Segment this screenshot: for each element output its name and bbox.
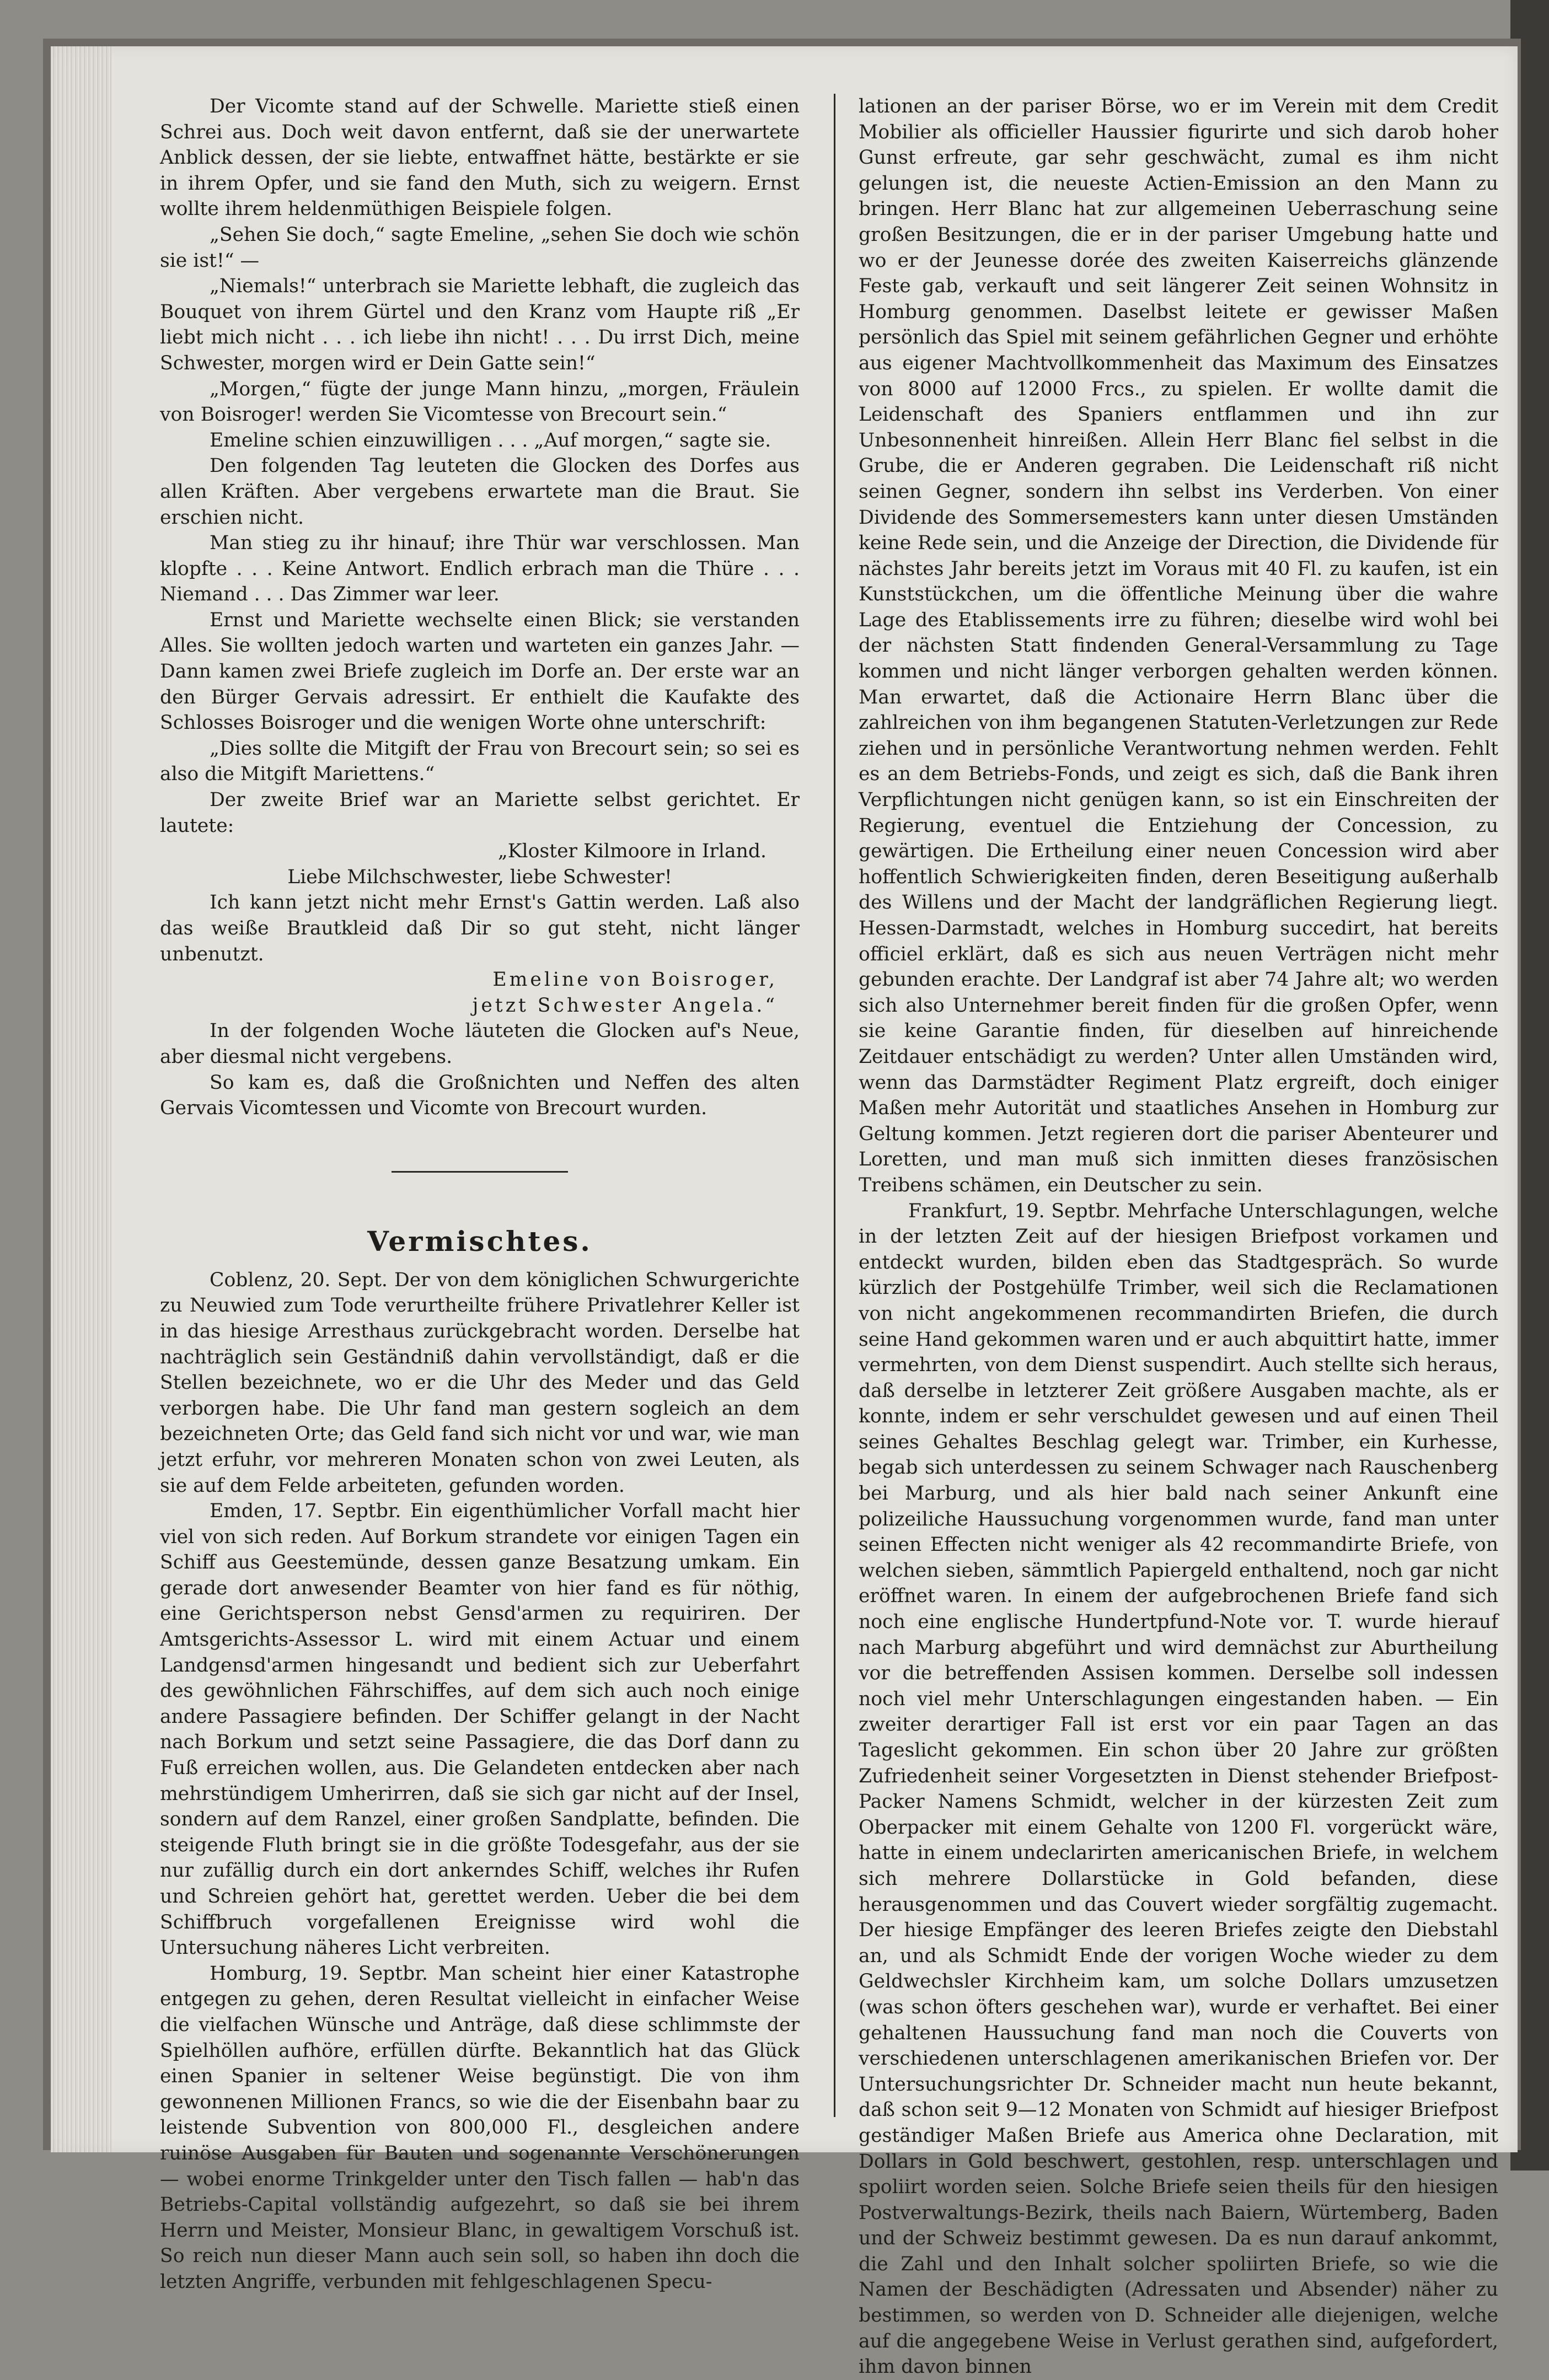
- story-paragraph: Den folgenden Tag leuteten die Glocken des Dorfes aus allen Kräften. Aber vergebens erwartete man die Braut. Sie erschien nicht.: [160, 455, 800, 529]
- story-paragraph: So kam es, daß die Großnichten und Neffen des alten Gervais Vicomtessen und Vicomte von Brecourt wurden.: [160, 1071, 800, 1120]
- story-paragraph: „Dies sollte die Mitgift der Frau von Brecourt sein; so sei es also die Mitgift Mariettens.“: [160, 737, 800, 786]
- story-paragraph: „Sehen Sie doch,“ sagte Emeline, „sehen Sie doch wie schön sie ist!“ —: [160, 223, 800, 272]
- column-divider: [834, 94, 835, 2117]
- section-heading: Vermischtes.: [367, 1224, 592, 1258]
- letter-salutation: Liebe Milchschwester, liebe Schwester!: [287, 866, 672, 888]
- letter-signature: jetzt Schwester Angela.“: [472, 994, 778, 1017]
- story-paragraph: „Niemals!“ unterbrach sie Mariette lebhaft, die zugleich das Bouquet von ihrem Gürtel und den Kranz vom Haupte riß „Er liebt mich nicht . . . ich liebe ihn nicht! . . . Du irrst Dich, meine Schwester, morgen wird er Dein Gatte sein!“: [160, 275, 800, 374]
- news-paragraph: Homburg, 19. Septbr. Man scheint hier einer Katastrophe entgegen zu gehen, deren Resultat vielleicht in einfacher Weise die vielfachen Wünsche und Anträge, daß diese schlimmste der Spielhöllen aufhöre, erfüllen dürfte. Bekanntlich hat das Glück einen Spanier in seltener Weise begünstigt. Die von ihm gewonnenen Millionen Francs, so wie die der Eisenbahn baar zu leistende Subvention von 800,000 Fl., desgleichen andere ruinöse Ausgaben für Bauten und sogenannte Verschönerungen — wobei enorme Trinkgelder unter den Tisch fallen — hab'n das Betriebs-Capital vollständig aufgezehrt, so daß sie bei ihrem Herrn und Meister, Monsieur Blanc, in gewaltigem Vorschuß ist. So reich nun dieser Mann auch sein soll, so haben ihn doch die letzten Angriffe, verbunden mit fehlgeschlagenen Specu-: [160, 1962, 800, 2293]
- story-paragraph: Man stieg zu ihr hinauf; ihre Thür war verschlossen. Man klopfte . . . Keine Antwort. Endlich erbrach man die Thüre . . . Niemand . . . Das Zimmer war leer.: [160, 532, 800, 606]
- news-paragraph: Emden, 17. Septbr. Ein eigenthümlicher Vorfall macht hier viel von sich reden. Auf Borkum strandete vor einigen Tagen ein Schiff aus Geestemünde, dessen ganze Besatzung umkam. Ein gerade dort anwesender Beamter von hier fand es für nöthig, eine Gerichtsperson nebst Gensd'armen zu requiriren. Der Amtsgerichts-Assessor L. wird mit einem Actuar und einem Landgensd'armen hingesandt und bedient sich zur Ueberfahrt des gewöhnlichen Fährschiffes, auf dem sich auch noch einige andere Passagiere befinden. Der Schiffer gelangt in der Nacht nach Borkum und setzt seine Passagiere, die das Dorf dann zu Fuß erreichen wollen, aus. Die Gelandeten entdecken aber nach mehrstündigem Umherirren, daß sie sich gar nicht auf der Insel, sondern auf dem Ranzel, einer großen Sandplatte, befinden. Die steigende Fluth bringt sie in die größte Todesgefahr, aus der sie nur zufällig durch ein dort ankerndes Schiff, welches ihr Rufen und Schreien gehört hat, gerettet werden. Ueber die bei dem Schiffbruch vorgefallenen Ereignisse wird wohl die Untersuchung näheres Licht verbreiten.: [160, 1500, 800, 1959]
- story-paragraph: „Morgen,“ fügte der junge Mann hinzu, „morgen, Fräulein von Boisroger! werden Sie Vicomtesse von Brecourt sein.“: [160, 378, 800, 426]
- letter-signature: Emeline von Boisroger,: [492, 969, 778, 991]
- section-divider-rule: [392, 1171, 568, 1173]
- page-stack-edges: [51, 46, 111, 2152]
- news-paragraph: Frankfurt, 19. Septbr. Mehrfache Unterschlagungen, welche in der letzten Zeit auf der hiesigen Briefpost vorkamen und entdeckt wurden, bilden eben das Stadtgespräch. So wurde kürzlich der Postgehülfe Trimber, weil sich die Reclamationen von nicht angekommenen recommandirten Briefen, die durch seine Hand gekommen waren und er auch abquittirt hatte, immer vermehrten, von dem Dienst suspendirt. Auch stellte sich heraus, daß derselbe in letzterer Zeit größere Ausgaben machte, als er konnte, indem er sehr verschuldet gewesen und auf einen Theil seines Gehaltes Beschlag gelegt war. Trimber, ein Kurhesse, begab sich unterdessen zu seinem Schwager nach Rauschenberg bei Marburg, und als hier bald nach seiner Ankunft eine polizeiliche Haussuchung vorgenommen wurde, fand man unter seinen Effecten nicht weniger als 42 recommandirte Briefe, von welchen sieben, sämmtlich Papiergeld enthaltend, noch gar nicht eröffnet waren. In einem der aufgebrochenen Briefe fand sich noch eine englische Hundertpfund-Note vor. T. wurde hierauf nach Marburg abgeführt und wird demnächst zur Aburtheilung vor die betreffenden Assisen kommen. Derselbe soll indessen noch viel mehr Unterschlagungen eingestanden haben. — Ein zweiter derartiger Fall ist erst vor ein paar Tagen an das Tageslicht gekommen. Ein schon über 20 Jahre zur größten Zufriedenheit seiner Vorgesetzten in Dienst stehender Briefpost-Packer Namens Schmidt, welcher in der kürzesten Zeit zum Oberpacker mit einem Gehalte von 1200 Fl. vorgerückt wäre, hatte in einem undeclarirten americanischen Briefe, in welchem sich mehrere Dollarstücke in Gold befanden, diese herausgenommen und das Couvert wieder sorgfältig zugemacht. Der hiesige Empfänger des leeren Briefes zeigte den Diebstahl an, und als Schmidt Ende der vorigen Woche wieder zu dem Geldwechsler Kirchheim kam, um solche Dollars umzusetzen (was schon öfters geschehen war), wurde er verhaftet. Bei einer gehaltenen Haussuchung fand man noch die Couverts von verschiedenen unterschlagenen amerikanischen Briefen vor. Der Untersuchungsrichter Dr. Schneider macht nun heute bekannt, daß schon seit 9—12 Monaten von Schmidt auf hiesiger Briefpost geständiger Maßen Briefe aus America ohne Declaration, mit Dollars in Gold beschwert, gestohlen, resp. unterschlagen und spoliirt worden seien. Solche Briefe seien theils für den hiesigen Postverwaltungs-Bezirk, theils nach Baiern, Würtemberg, Baden und der Schweiz bestimmt gewesen. Da es nun darauf ankommt, die Zahl und den Inhalt solcher spoliirten Briefe, so wie die Namen der Beschädigten (Adressaten und Absender) näher zu bestimmen, so werden von D. Schneider alle diejenigen, welche auf die angegebene Weise in Verlust gerathen sind, aufgefordert, ihm davon binnen: [859, 1200, 1498, 2378]
- story-paragraph: Der zweite Brief war an Mariette selbst gerichtet. Er lautete:: [160, 789, 800, 837]
- story-paragraph: Ernst und Mariette wechselte einen Blick; sie verstanden Alles. Sie wollten jedoch warten und warteten ein ganzes Jahr. — Dann kamen zwei Briefe zugleich im Dorfe an. Der erste war an den Bürger Gervais adressirt. Er enthielt die Kaufakte des Schlosses Boisroger und die wenigen Worte ohne unterschrift:: [160, 609, 800, 734]
- letter-body: Ich kann jetzt nicht mehr Ernst's Gattin werden. Laß also das weiße Brautkleid daß Dir so gut steht, nicht länger unbenutzt.: [160, 891, 800, 965]
- story-paragraph: Emeline schien einzuwilligen . . . „Auf morgen,“ sagte sie.: [210, 429, 771, 452]
- news-paragraph: lationen an der pariser Börse, wo er im Verein mit dem Credit Mobilier als officieller Haussier figurirte und sich darob hoher Gunst erfreute, gar sehr geschwächt, zumal es ihm nicht gelungen ist, die neueste Actien-Emission an den Mann zu bringen. Herr Blanc hat zur allgemeinen Ueberraschung seine großen Besitzungen, die er in der pariser Umgebung hatte und wo er der Jeunesse dorée des zweiten Kaiserreichs glänzende Feste gab, verkauft und seit längerer Zeit seinen Wohnsitz in Homburg genommen. Daselbst leitete er gewisser Maßen persönlich das Spiel mit seinem gefährlichen Gegner und erhöhte aus eigener Machtvollkommenheit das Maximum des Einsatzes von 8000 auf 12000 Frcs., zu spielen. Er wollte damit die Leidenschaft des Spaniers entflammen und ihn zur Unbesonnenheit hinreißen. Allein Herr Blanc fiel selbst in die Grube, die er Anderen gegraben. Die Leidenschaft riß nicht seinen Gegner, sondern ihn selbst ins Verderben. Von einer Dividende des Sommersemesters kann unter diesen Umständen keine Rede sein, und die Anzeige der Direction, die Dividende für nächstes Jahr bereits jetzt im Voraus mit 40 Fl. zu kaufen, ist ein Kunststückchen, um die öffentliche Meinung über die wahre Lage des Etablissements irre zu führen; dieselbe wird wohl bei der nächsten Statt findenden General-Versammlung zu Tage kommen und nicht länger verborgen gehalten werden können. Man erwartet, daß die Actionaire Herrn Blanc über die zahlreichen von ihm begangenen Statuten-Verletzungen zur Rede ziehen und in persönliche Verantwortung nehmen werden. Fehlt es an dem Betriebs-Fonds, und zeigt es sich, daß die Bank ihren Verpflichtungen nicht genügen kann, so ist ein Einschreiten der Regierung, eventuel die Entziehung der Concession, zu gewärtigen. Die Ertheilung einer neuen Concession wird aber hoffentlich Schwierigkeiten finden, deren Beseitigung außerhalb des Willens und der Macht der landgräflichen Regierung liegt. Hessen-Darmstadt, welches in Homburg succedirt, hat bereits officiel erklärt, daß es sich aus neuen Verträgen nicht mehr gebunden erachte. Der Landgraf ist aber 74 Jahre alt; wo werden sich also Unternehmer bereit finden für die großen Opfer, wenn sie keine Garantie finden, für dieselben auf hinreichende Zeitdauer entschädigt zu werden? Unter allen Umständen wird, wenn das Darmstädter Regiment Platz ergreift, doch einiger Maßen mehr Autorität und staatliches Ansehen in Homburg zur Geltung kommen. Jetzt regieren dort die pariser Abenteurer und Loretten, und man muß sich inmitten dieses französischen Treibens schämen, ein Deutscher zu sein.: [859, 95, 1498, 1196]
- story-paragraph: Der Vicomte stand auf der Schwelle. Mariette stieß einen Schrei aus. Doch weit davon entfernt, daß sie der unerwartete Anblick dessen, der sie liebte, entwaffnet hätte, bestärkte er sie in ihrem Opfer, und sie fand den Muth, sich zu weigern. Ernst wollte ihrem heldenmüthigen Beispiele folgen.: [160, 95, 800, 221]
- left-column: [160, 94, 800, 2293]
- right-column: [859, 94, 1498, 2378]
- news-paragraph: Coblenz, 20. Sept. Der von dem königlichen Schwurgerichte zu Neuwied zum Tode verurtheilte frühere Privatlehrer Keller ist in das hiesige Arresthaus zurückgebracht worden. Derselbe hat nachträglich sein Geständniß dahin vervollständigt, daß er die Stellen bezeichnete, wo er die Uhr des Meder und das Geld verborgen habe. Die Uhr fand man gestern sogleich an dem bezeichneten Orte; das Geld fand sich nicht vor und war, wie man jetzt erfuhr, vor mehreren Monaten schon von zwei Leuten, als sie auf dem Felde arbeiteten, gefunden worden.: [160, 1269, 800, 1497]
- letter-heading: „Kloster Kilmoore in Irland.: [497, 840, 767, 863]
- story-paragraph: In der folgenden Woche läuteten die Glocken auf's Neue, aber diesmal nicht vergebens.: [160, 1020, 800, 1068]
